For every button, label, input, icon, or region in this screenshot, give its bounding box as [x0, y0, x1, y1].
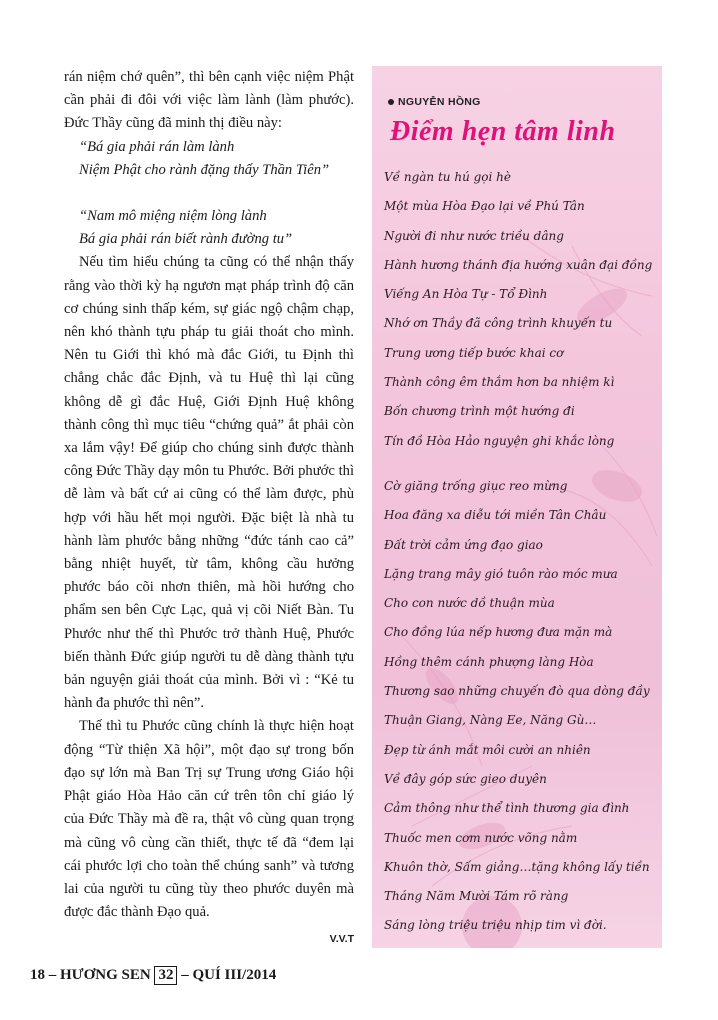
poem-line: Viếng An Hòa Tự - Tổ Đình [384, 287, 548, 302]
footer-issue-box: 32 [154, 966, 177, 985]
poem-line: Lặng trang mây gió tuôn rào móc mưa [384, 566, 618, 581]
poem-line: Tháng Năm Mười Tám rõ ràng [384, 889, 569, 904]
verse-2-line-1: “Nam mô miệng niệm lòng lành [79, 208, 267, 225]
bullet-icon [388, 99, 394, 105]
poem-line: Khuôn thờ, Sấm giảng…tặng không lấy tiền [384, 859, 650, 874]
poem-line: Thành công êm thắm hơn ba nhiệm kì [384, 375, 615, 390]
article-paragraph-2: Nếu tìm hiểu chúng ta cũng có thể nhận thấy rằng vào thời kỳ hạ ngươn mạt pháp trình độ căn cơ chúng sinh thấp kém, sự giác ngộ chậm chạp, nên khó thành tựu pháp tu giải thoát cho mình. Nên tu Giới thì khó mà đắc Giới, tu Định thì chẳng chắc đắc Định, và tu Huệ thì lại cũng không dễ gì đắc Huệ, Giới Định Huệ không thành công thì mục tiêu “chứng quả” ắt phải còn xa lắm vậy! Để giúp cho chúng sinh được thành công Đức Thầy dạy môn tu Phước. Bởi phước thì dễ làm và bất cứ ai cũng có thể làm được, phù hợp với hầu hết mọi người. Đặc biệt là nhà tu hành làm phước bằng những “đức tánh cao cả” bằng nhiệt huyết, từ tâm, không cầu hưởng phước báo cõi nhơn thiên, mà hồi hướng cho phẩm sen bên Cực Lạc, quả vị cõi Niết Bàn. Tu Phước như thế thì Phước trở thành Huệ, Phước biến thành Đức giúp người tu dễ dàng thành tựu bản nguyện giải thoát của mình. Bởi vì : “Kẻ tu hành đa phước thì nên”. [64, 254, 354, 712]
poem-line: Tín đồ Hòa Hảo nguyện ghi khắc lòng [384, 433, 615, 448]
poem-line: Một mùa Hòa Đạo lại về Phú Tân [384, 199, 585, 214]
poem-line: Hành hương thánh địa hướng xuân đại đồng [384, 257, 653, 272]
poem-line: Trung ương tiếp bước khai cơ [384, 345, 564, 360]
poem-line: Người đi như nước triều dâng [384, 228, 564, 243]
poem-line: Sáng lòng triệu triệu nhịp tim vì đời. [384, 918, 607, 933]
article-column [64, 66, 354, 952]
page-footer [30, 966, 276, 985]
poem-line: Đất trời cảm ứng đạo giao [384, 537, 543, 552]
poem-line: Cờ giăng trống giục reo mừng [384, 479, 568, 493]
verse-1-line-1: “Bá gia phải rán làm lành [79, 138, 235, 155]
poem-panel [372, 66, 662, 948]
poem-author: NGUYỄN HỒNG [388, 96, 481, 108]
poem-line: Về đây góp sức gieo duyên [384, 771, 547, 786]
verse-spacer [64, 182, 354, 205]
verse-2-line-2: Bá gia phải rán biết rành đường tu” [79, 231, 293, 248]
article-signature: V.V.T [329, 933, 354, 946]
poem-line: Cảm thông như thể tình thương gia đình [384, 801, 630, 816]
poem-line: Cho đồng lúa nếp hương đưa mặn mà [384, 625, 613, 640]
poem-line: Đẹp từ ánh mắt môi cười an nhiên [384, 742, 591, 757]
poem-line: Thuốc men cơm nước võng nằm [384, 830, 578, 845]
poem-title: Điểm hẹn tâm linh [390, 116, 616, 147]
poem-line: Nhớ ơn Thầy đã công trình khuyến tu [384, 316, 613, 331]
poem-line: Thương sao những chuyến đò qua dòng đầy [384, 684, 650, 699]
poem-stanza-2 [384, 472, 656, 941]
poem-line: Hoa đăng xa diễu tới miền Tân Châu [384, 508, 607, 523]
poem-line: Cho con nước dồ thuận mùa [384, 596, 555, 611]
poem-stanza-1 [384, 163, 656, 456]
footer-suffix: – QUÍ III/2014 [181, 967, 277, 983]
article-paragraph-3: Thế thì tu Phước cũng chính là thực hiện hoạt động “Từ thiện Xã hội”, một đạo sự trong bốn đạo sự lớn mà Ban Trị sự Trung ương Giáo hội Phật giáo Hòa Hảo căn cứ trên tôn chỉ giáo lý của Đức Thầy mà đề ra, thật vô cùng quan trọng mà cũng vô cùng cần thiết, thực tế đã “đem lại cái phước lợi cho toàn thể chúng sanh” và tương lai của người tu cũng tùy theo phước duyên mà được đắc thành Đạo quả. [64, 718, 354, 921]
verse-1-line-2: Niệm Phật cho rành đặng thấy Thần Tiên” [79, 161, 330, 178]
poem-line: Hồng thêm cánh phượng làng Hòa [384, 654, 594, 669]
poem-line: Thuận Giang, Nàng Ee, Năng Gù… [384, 713, 597, 728]
article-paragraph-1: rán niệm chớ quên”, thì bên cạnh việc niệm Phật cần phải đi đôi với việc làm lành (làm phước). Đức Thầy cũng đã minh thị điều này: [64, 69, 354, 132]
poem-line: Bốn chương trình một hướng đi [384, 404, 575, 419]
footer-prefix: 18 – HƯƠNG SEN [30, 967, 151, 983]
poem-line: Về ngàn tu hú gọi hè [384, 170, 511, 184]
